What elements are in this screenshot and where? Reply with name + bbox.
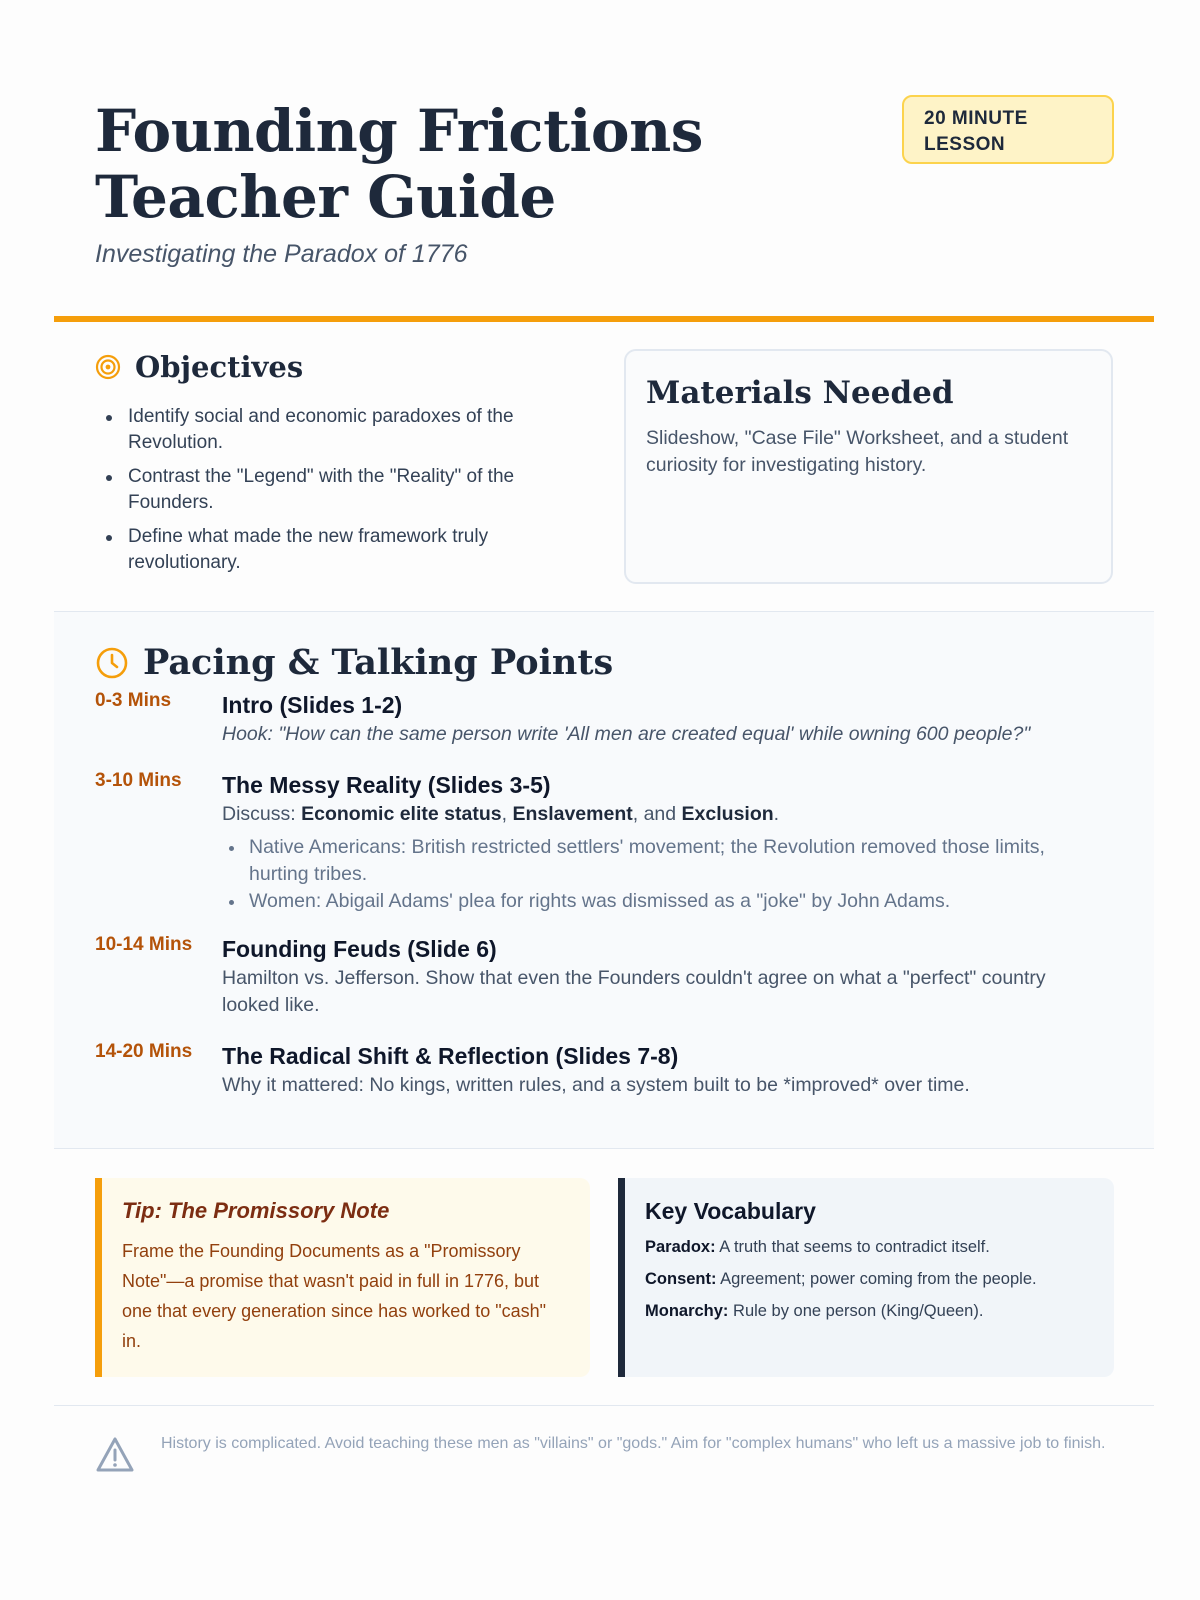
objectives-list <box>95 404 565 576</box>
segment-time: 0-3 Mins <box>95 690 172 711</box>
vocabulary-item: Paradox: A truth that seems to contradict itself. <box>645 1238 990 1256</box>
vocabulary-card <box>618 1178 1114 1377</box>
term-enslavement: Enslavement <box>512 803 633 825</box>
tip-text: Frame the Founding Documents as a "Promissory Note"—a promise that wasn't paid in full in 1776, but one that every generation since has worked to "cash" in. <box>122 1241 547 1351</box>
list-item: Identify social and economic paradoxes of the Revolution. <box>95 404 565 456</box>
segment-bullets <box>222 834 1082 915</box>
clock-icon <box>95 646 129 680</box>
segment-time: 10-14 Mins <box>95 934 193 955</box>
term-exclusion: Exclusion <box>681 803 774 825</box>
list-item: Women: Abigail Adams' plea for rights was dismissed as a "joke" by John Adams. <box>222 888 1082 915</box>
pacing-section <box>54 611 1154 1149</box>
materials-card <box>624 349 1113 584</box>
term-economic-elite: Economic elite status <box>301 803 502 825</box>
segment-text: Why it mattered: No kings, written rules, and a system built to be *improved* over time. <box>222 1074 970 1096</box>
footer-note <box>95 1434 1115 1484</box>
segment-heading: The Radical Shift & Reflection (Slides 7-8) <box>222 1043 679 1069</box>
materials-title: Materials Needed <box>646 375 954 411</box>
segment-heading: The Messy Reality (Slides 3-5) <box>222 772 551 798</box>
objectives-title: Objectives <box>135 350 304 384</box>
list-item: Native Americans: British restricted settlers' movement; the Revolution removed those limits, hurting tribes. <box>222 834 1082 888</box>
footer-divider <box>54 1405 1154 1406</box>
vocabulary-title: Key Vocabulary <box>645 1198 816 1224</box>
segment-text: Discuss: Economic elite status, Enslavement, and Exclusion. <box>222 803 780 825</box>
tip-card <box>95 1178 590 1377</box>
segment-heading: Founding Feuds (Slide 6) <box>222 936 497 962</box>
tip-title: Tip: The Promissory Note <box>122 1198 390 1223</box>
page-subtitle: Investigating the Paradox of 1776 <box>95 240 468 268</box>
segment-time: 3-10 Mins <box>95 770 182 791</box>
list-item: Define what made the new framework truly revolutionary. <box>95 524 565 576</box>
header-divider <box>54 316 1154 322</box>
header <box>95 98 875 269</box>
warning-icon <box>95 1436 135 1474</box>
segment-heading: Intro (Slides 1-2) <box>222 692 403 718</box>
segment-text: Hamilton vs. Jefferson. Show that even the Founders couldn't agree on what a "perfect" country looked like. <box>222 967 1046 1016</box>
footer-text: History is complicated. Avoid teaching these men as "villains" or "gods." Aim for "complex humans" who left us a massive job to finish. <box>161 1435 1106 1452</box>
duration-badge: 20 MINUTE LESSON <box>902 95 1114 164</box>
objectives-section <box>95 350 565 584</box>
materials-text: Slideshow, "Case File" Worksheet, and a student curiosity for investigating history. <box>646 427 1069 476</box>
page-title: Founding Frictions Teacher Guide <box>95 97 703 231</box>
vocabulary-item: Consent: Agreement; power coming from the people. <box>645 1270 1037 1288</box>
target-icon <box>95 354 121 380</box>
pacing-title: Pacing & Talking Points <box>143 642 614 683</box>
segment-text: Hook: "How can the same person write 'All men are created equal' while owning 600 people?" <box>222 723 1031 745</box>
vocabulary-item: Monarchy: Rule by one person (King/Queen). <box>645 1302 984 1320</box>
segment-time: 14-20 Mins <box>95 1041 193 1062</box>
list-item: Contrast the "Legend" with the "Reality" of the Founders. <box>95 464 565 516</box>
